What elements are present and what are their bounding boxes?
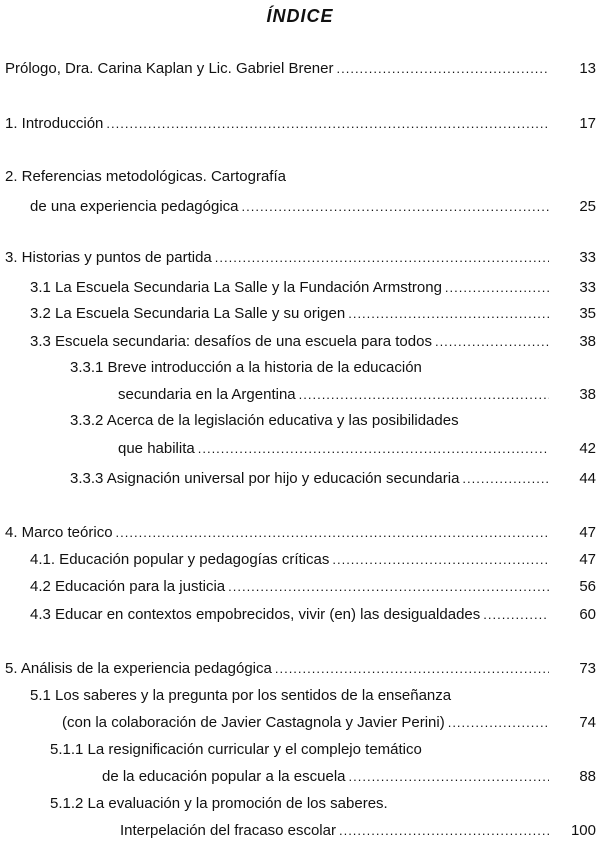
- toc-entry-title-continued: Interpelación del fracaso escolar: [120, 822, 336, 839]
- toc-entry-title: 4.2 Educación para la justicia: [30, 578, 226, 595]
- toc-entry-title: 3.1 La Escuela Secundaria La Salle y la Fundación Armstrong: [30, 279, 442, 296]
- page-title: ÍNDICE: [266, 6, 334, 26]
- toc-page-number: 25: [579, 198, 596, 215]
- toc-entry-title: 3.3.2 Acerca de la legislación educativa y las posibilidades: [70, 412, 459, 429]
- dot-leader: [275, 658, 549, 680]
- dot-leader: [348, 303, 549, 325]
- dot-leader: [242, 196, 550, 218]
- toc-page-number: 38: [579, 333, 596, 350]
- toc-entry-title-continued: secundaria en la Argentina: [118, 386, 296, 403]
- toc-page-number: 44: [579, 470, 596, 487]
- toc-entry-title: Prólogo, Dra. Carina Kaplan y Lic. Gabriel Brener: [5, 60, 334, 77]
- toc-entry-title: 3.2 La Escuela Secundaria La Salle y su origen: [30, 305, 346, 322]
- toc-page-number: 42: [579, 440, 596, 457]
- toc-entry-title: 4.3 Educar en contextos empobrecidos, vivir (en) las desigualdades: [30, 606, 481, 623]
- dot-leader: [337, 58, 550, 80]
- dot-leader: [462, 468, 549, 490]
- toc-entry-title: 5. Análisis de la experiencia pedagógica: [5, 660, 272, 677]
- toc-page-number: 74: [579, 714, 596, 731]
- toc-entry-title-continued: que habilita: [118, 440, 195, 457]
- toc-entry-title: 5.1 Los saberes y la pregunta por los sentidos de la enseñanza: [30, 687, 452, 704]
- toc-entry-title: 5.1.2 La evaluación y la promoción de los saberes.: [50, 795, 388, 812]
- toc-entry-title: 2. Referencias metodológicas. Cartografía: [5, 168, 286, 185]
- toc-page-number: 56: [579, 578, 596, 595]
- toc-page-number: 33: [579, 249, 596, 266]
- toc-entry-title: 4.1. Educación popular y pedagogías críticas: [30, 551, 330, 568]
- toc-entry-title-continued: de una experiencia pedagógica: [30, 198, 239, 215]
- dot-leader: [228, 576, 549, 598]
- toc-page-number: 60: [579, 606, 596, 623]
- toc-entry-title-continued: de la educación popular a la escuela: [102, 768, 346, 785]
- toc-page-number: 13: [579, 60, 596, 77]
- toc-entry-title: 4. Marco teórico: [5, 524, 113, 541]
- toc-page-number: 47: [579, 524, 596, 541]
- toc-page-number: 33: [579, 279, 596, 296]
- toc-page-number: 47: [579, 551, 596, 568]
- dot-leader: [106, 113, 549, 135]
- toc-entry-title: 5.1.1 La resignificación curricular y el complejo temático: [50, 741, 422, 758]
- toc-page-number: 35: [579, 305, 596, 322]
- dot-leader: [332, 549, 549, 571]
- toc-entry-title-continued: (con la colaboración de Javier Castagnola y Javier Perini): [62, 714, 445, 731]
- dot-leader: [448, 712, 549, 734]
- toc-entry-title: 3.3.3 Asignación universal por hijo y educación secundaria: [70, 470, 460, 487]
- dot-leader: [483, 604, 549, 626]
- dot-leader: [445, 277, 549, 299]
- dot-leader: [215, 247, 549, 269]
- dot-leader: [349, 766, 549, 788]
- toc-entry-title: 3.3.1 Breve introducción a la historia de la educación: [70, 359, 422, 376]
- dot-leader: [299, 384, 549, 406]
- dot-leader: [116, 522, 549, 544]
- toc-page-number: 100: [570, 822, 596, 839]
- toc-page-number: 88: [579, 768, 596, 785]
- toc-page-number: 17: [579, 115, 596, 132]
- dot-leader: [339, 820, 549, 842]
- toc-entry-title: 3. Historias y puntos de partida: [5, 249, 212, 266]
- toc-page-number: 38: [579, 386, 596, 403]
- toc-entry-title: 1. Introducción: [5, 115, 104, 132]
- dot-leader: [198, 438, 549, 460]
- toc-entry-title: 3.3 Escuela secundaria: desafíos de una escuela para todos: [30, 333, 432, 350]
- dot-leader: [435, 331, 549, 353]
- toc-page-number: 73: [579, 660, 596, 677]
